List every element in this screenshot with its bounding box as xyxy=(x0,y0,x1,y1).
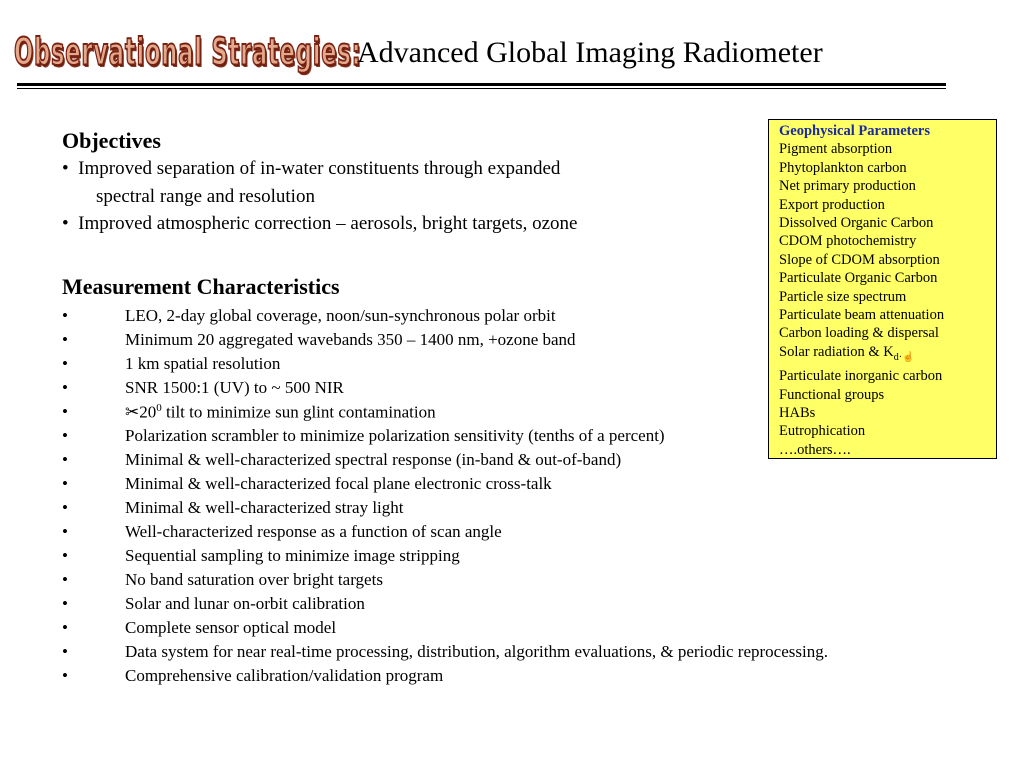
bullet: • xyxy=(62,522,68,541)
list-item-text: No band saturation over bright targets xyxy=(125,570,383,589)
list-item-text: Minimal & well-characterized spectral response (in-band & out-of-band) xyxy=(125,450,622,469)
parameter-item: HABs xyxy=(779,404,816,421)
objective-text: Improved atmospheric correction – aerosols, bright targets, ozone xyxy=(78,213,578,234)
page-title: Advanced Global Imaging Radiometer xyxy=(357,36,823,69)
objective-item-continuation: spectral range and resolution xyxy=(96,186,315,207)
list-item-text: Sequential sampling to minimize image stripping xyxy=(125,546,460,565)
list-item xyxy=(62,594,962,618)
list-item xyxy=(62,546,962,570)
bullet: • xyxy=(62,642,68,661)
tilt-value: 20 xyxy=(139,402,157,422)
tilt-text: tilt to minimize sun glint contamination xyxy=(166,402,436,422)
pointing-hand-icon: ·☝ xyxy=(898,351,915,363)
list-item xyxy=(62,474,962,498)
bullet: • xyxy=(62,546,68,565)
list-item xyxy=(62,618,962,642)
kd-subscript: d xyxy=(893,351,899,363)
bullet: • xyxy=(62,378,68,397)
parameter-item xyxy=(779,343,996,367)
geophysical-parameters-box xyxy=(768,119,997,459)
bullet: • xyxy=(62,474,68,493)
parameter-item: Phytoplankton carbon xyxy=(779,159,907,176)
list-item xyxy=(62,570,962,594)
list-item-text: Minimum 20 aggregated wavebands 350 – 1400 nm, +ozone band xyxy=(125,330,576,349)
parameter-item: ….others…. xyxy=(779,441,851,458)
list-item-text: Minimal & well-characterized stray light xyxy=(125,498,404,517)
parameter-item: Particulate Organic Carbon xyxy=(779,270,938,287)
parameter-item: Particle size spectrum xyxy=(779,288,907,305)
parameter-item: CDOM photochemistry xyxy=(779,233,917,250)
bullet: • xyxy=(62,354,68,373)
parameter-item: Pigment absorption xyxy=(779,141,893,158)
parameter-item: Particulate inorganic carbon xyxy=(779,368,943,385)
parameter-item: Particulate beam attenuation xyxy=(779,307,945,324)
list-item-text: Data system for near real-time processing, distribution, algorithm evaluations, & periodic reprocessing. xyxy=(125,642,828,661)
bullet: • xyxy=(62,594,68,613)
geophysical-title: Geophysical Parameters xyxy=(779,123,931,139)
bullet: • xyxy=(62,330,68,349)
measurement-heading: Measurement Characteristics xyxy=(62,274,340,299)
list-item-text: 1 km spatial resolution xyxy=(125,354,281,373)
list-item-text: LEO, 2-day global coverage, noon/sun-synchronous polar orbit xyxy=(125,306,556,325)
bullet: • xyxy=(62,426,68,445)
bullet: • xyxy=(62,666,68,685)
wordart-title: Observational Strategies: xyxy=(14,30,362,74)
parameter-item: Slope of CDOM absorption xyxy=(779,251,940,268)
list-item xyxy=(62,642,962,666)
bullet: • xyxy=(62,402,68,421)
bullet: • xyxy=(62,450,68,469)
list-item-text: Polarization scrambler to minimize polarization sensitivity (tenths of a percent) xyxy=(125,426,665,445)
bullet: • xyxy=(62,618,68,637)
title-rule-thick xyxy=(17,83,946,86)
list-item xyxy=(62,666,962,690)
bullet: • xyxy=(62,498,68,517)
bullet: • xyxy=(62,306,68,325)
title-rule-thin xyxy=(17,88,946,89)
list-item-text: Well-characterized response as a function of scan angle xyxy=(125,522,502,541)
bullet: • xyxy=(62,213,69,234)
list-item xyxy=(62,522,962,546)
bullet: • xyxy=(62,158,69,179)
objectives-heading: Objectives xyxy=(62,128,161,153)
parameter-item: Dissolved Organic Carbon xyxy=(779,215,934,232)
tilt-superscript: 0 xyxy=(156,402,162,414)
solar-radiation-text: Solar radiation & K xyxy=(779,343,894,360)
parameter-item: Functional groups xyxy=(779,386,885,403)
parameter-item: Eutrophication xyxy=(779,423,866,440)
scissors-icon: ✂ xyxy=(125,402,140,422)
list-item xyxy=(62,498,962,522)
bullet: • xyxy=(62,570,68,589)
objective-item xyxy=(62,158,560,180)
list-item-text: Complete sensor optical model xyxy=(125,618,337,637)
parameter-item: Net primary production xyxy=(779,178,916,195)
objective-text: Improved separation of in-water constituents through expanded xyxy=(78,158,561,179)
list-item-text: Solar and lunar on-orbit calibration xyxy=(125,594,365,613)
list-item-text: SNR 1500:1 (UV) to ~ 500 NIR xyxy=(125,378,344,397)
parameter-item: Export production xyxy=(779,196,885,213)
list-item-text xyxy=(125,402,436,423)
list-item-text: Comprehensive calibration/validation program xyxy=(125,666,444,685)
parameter-item: Carbon loading & dispersal xyxy=(779,325,939,342)
objective-item xyxy=(62,213,577,235)
list-item-text: Minimal & well-characterized focal plane electronic cross-talk xyxy=(125,474,552,493)
